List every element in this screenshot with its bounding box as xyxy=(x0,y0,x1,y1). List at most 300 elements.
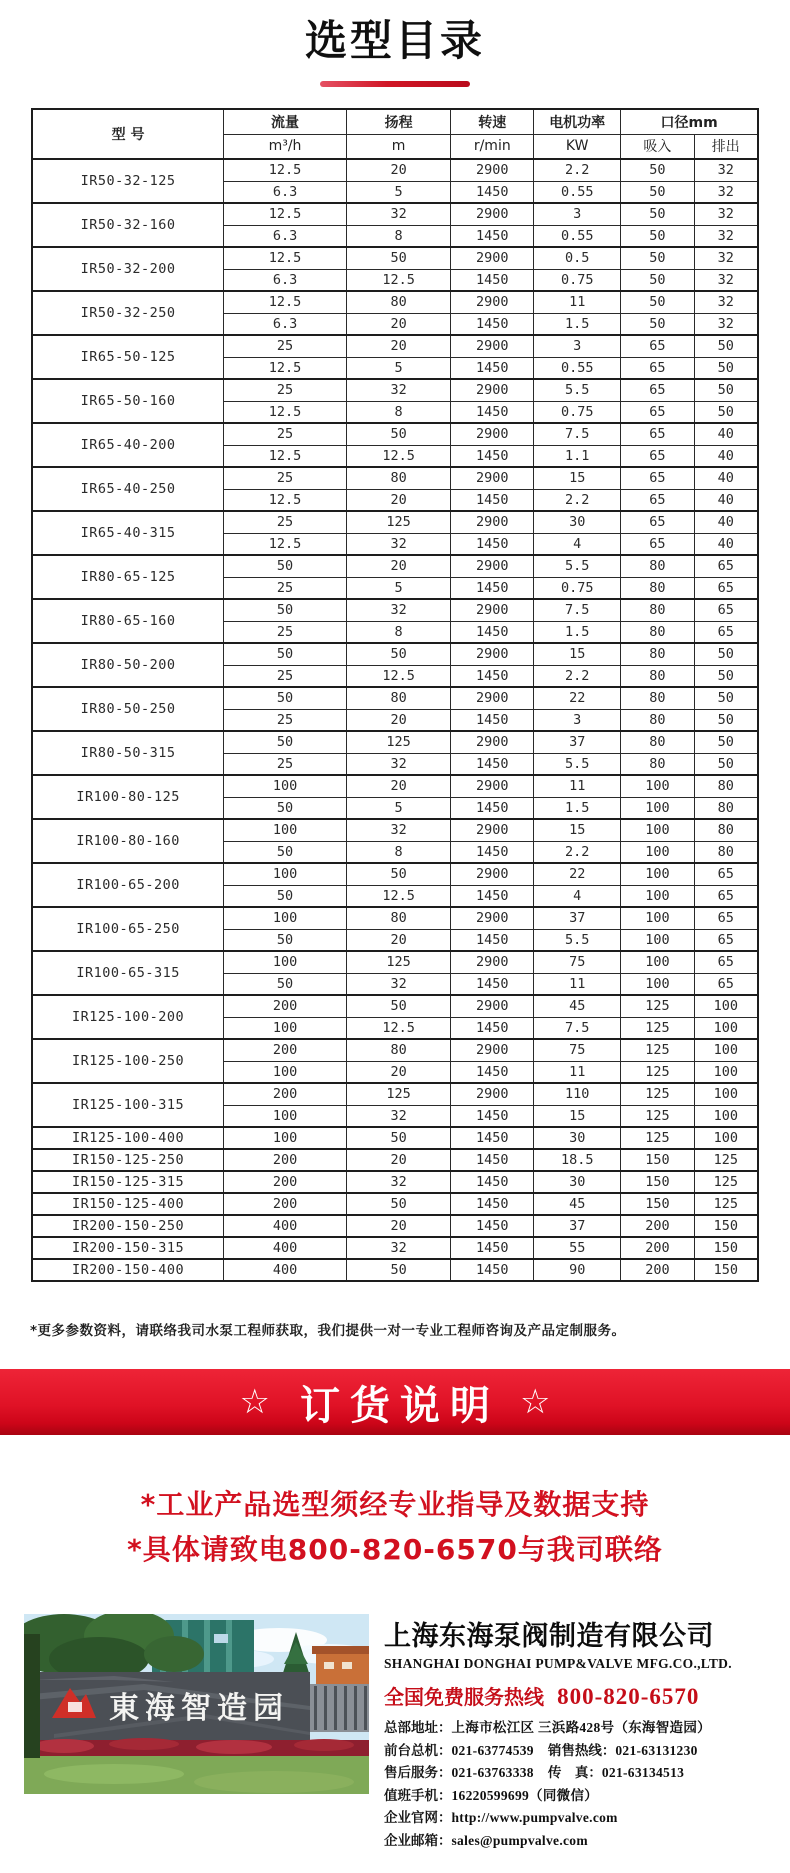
table-row xyxy=(32,467,758,489)
spec-cell: 25 xyxy=(224,753,347,775)
spec-cell: 100 xyxy=(621,929,694,951)
spec-cell: 1450 xyxy=(451,1061,534,1083)
spec-table-header xyxy=(32,109,758,159)
model-cell: IR125-100-250 xyxy=(32,1039,224,1083)
col-header-model: 型 号 xyxy=(32,109,224,159)
spec-cell: 2900 xyxy=(451,1039,534,1061)
spec-cell: 50 xyxy=(224,555,347,577)
detail-label: 企业官网： xyxy=(384,1810,452,1826)
spec-cell: 2900 xyxy=(451,731,534,753)
spec-cell: 8 xyxy=(346,621,451,643)
spec-cell: 100 xyxy=(224,775,347,797)
model-cell: IR100-65-315 xyxy=(32,951,224,995)
spec-cell: 12.5 xyxy=(224,357,347,379)
spec-cell: 65 xyxy=(621,357,694,379)
table-row xyxy=(32,247,758,269)
table-row xyxy=(32,819,758,841)
spec-cell: 3 xyxy=(534,203,621,225)
spec-cell: 400 xyxy=(224,1237,347,1259)
spec-cell: 75 xyxy=(534,951,621,973)
spec-cell: 2900 xyxy=(451,335,534,357)
spec-cell: 50 xyxy=(224,643,347,665)
lawn-patch xyxy=(194,1771,354,1793)
company-detail-row xyxy=(384,1830,772,1853)
spec-cell: 80 xyxy=(621,665,694,687)
spec-cell: 125 xyxy=(621,1105,694,1127)
spec-table-body xyxy=(32,159,758,1281)
company-name-en: SHANGHAI DONGHAI PUMP&VALVE MFG.CO.,LTD. xyxy=(384,1656,732,1671)
company-entrance-photo xyxy=(24,1614,369,1794)
spec-cell: 50 xyxy=(694,687,758,709)
company-detail-row xyxy=(384,1785,772,1808)
spec-cell: 1450 xyxy=(451,181,534,203)
company-name-cn: 上海东海泵阀制造有限公司 xyxy=(384,1621,714,1652)
spec-cell: 40 xyxy=(694,489,758,511)
table-row xyxy=(32,1259,758,1281)
spec-cell: 20 xyxy=(346,489,451,511)
spec-cell: 50 xyxy=(224,885,347,907)
spec-cell: 2900 xyxy=(451,775,534,797)
table-row xyxy=(32,511,758,533)
spec-cell: 50 xyxy=(224,687,347,709)
spec-cell: 50 xyxy=(621,181,694,203)
spec-cell: 50 xyxy=(224,929,347,951)
spec-cell: 1450 xyxy=(451,1193,534,1215)
spec-cell: 45 xyxy=(534,1193,621,1215)
spec-cell: 150 xyxy=(694,1259,758,1281)
spec-cell: 80 xyxy=(621,599,694,621)
company-detail-row xyxy=(384,1717,772,1740)
spec-cell: 150 xyxy=(621,1171,694,1193)
spec-cell: 32 xyxy=(346,819,451,841)
spec-cell: 200 xyxy=(224,1039,347,1061)
gate-bar xyxy=(364,1686,367,1730)
spec-cell: 200 xyxy=(224,995,347,1017)
spec-cell: 1450 xyxy=(451,357,534,379)
spec-cell: 400 xyxy=(224,1259,347,1281)
hotline-number: 800-820-6570 xyxy=(557,1684,700,1709)
table-row xyxy=(32,1193,758,1215)
detail-label: 传 真： xyxy=(547,1765,602,1781)
model-cell: IR80-65-160 xyxy=(32,599,224,643)
spec-cell: 30 xyxy=(534,1171,621,1193)
model-cell: IR80-50-200 xyxy=(32,643,224,687)
company-detail-pair xyxy=(384,1720,711,1736)
table-row xyxy=(32,291,758,313)
col-unit-flow: m³/h xyxy=(224,134,347,159)
flower-clump xyxy=(34,1739,94,1753)
spec-cell: 5.5 xyxy=(534,753,621,775)
spec-cell: 110 xyxy=(534,1083,621,1105)
spec-cell: 125 xyxy=(621,1039,694,1061)
table-row xyxy=(32,379,758,401)
spec-cell: 125 xyxy=(621,1127,694,1149)
spec-cell: 100 xyxy=(621,797,694,819)
spec-cell: 25 xyxy=(224,511,347,533)
spec-cell: 0.75 xyxy=(534,401,621,423)
spec-cell: 50 xyxy=(346,863,451,885)
company-detail-pair xyxy=(384,1810,618,1826)
spec-cell: 15 xyxy=(534,643,621,665)
spec-cell: 11 xyxy=(534,973,621,995)
spec-cell: 50 xyxy=(621,159,694,181)
service-hotline xyxy=(384,1681,772,1710)
spec-cell: 100 xyxy=(621,775,694,797)
spec-cell: 32 xyxy=(346,599,451,621)
spec-cell: 80 xyxy=(621,709,694,731)
spec-cell: 65 xyxy=(621,335,694,357)
spec-cell: 5.5 xyxy=(534,555,621,577)
table-row xyxy=(32,775,758,797)
spec-cell: 50 xyxy=(621,225,694,247)
model-cell: IR200-150-250 xyxy=(32,1215,224,1237)
spec-cell: 80 xyxy=(621,643,694,665)
spec-cell: 1450 xyxy=(451,753,534,775)
gate xyxy=(310,1684,369,1732)
table-row xyxy=(32,731,758,753)
spec-cell: 12.5 xyxy=(224,445,347,467)
table-row xyxy=(32,599,758,621)
table-row xyxy=(32,1039,758,1061)
spec-cell: 25 xyxy=(224,335,347,357)
table-row xyxy=(32,1237,758,1259)
spec-cell: 50 xyxy=(694,665,758,687)
spec-cell: 1450 xyxy=(451,797,534,819)
wall-sign-text: 東海智造园 xyxy=(109,1691,289,1726)
spec-cell: 32 xyxy=(694,203,758,225)
spec-cell: 32 xyxy=(346,1105,451,1127)
order-banner-title: 订货说明 xyxy=(300,1382,500,1429)
spec-cell: 32 xyxy=(694,225,758,247)
spec-cell: 200 xyxy=(621,1259,694,1281)
spec-cell: 80 xyxy=(346,467,451,489)
table-row xyxy=(32,423,758,445)
spec-cell: 80 xyxy=(346,291,451,313)
detail-value: 021-63131230 xyxy=(615,1742,698,1758)
spec-cell: 32 xyxy=(346,379,451,401)
spec-cell: 1450 xyxy=(451,1149,534,1171)
spec-cell: 50 xyxy=(346,1127,451,1149)
company-logo-icon-detail xyxy=(68,1702,82,1712)
spec-cell: 32 xyxy=(694,159,758,181)
spec-cell: 25 xyxy=(224,621,347,643)
spec-cell: 100 xyxy=(224,951,347,973)
spec-cell: 100 xyxy=(621,885,694,907)
spec-cell: 7.5 xyxy=(534,423,621,445)
table-row xyxy=(32,1127,758,1149)
spec-cell: 50 xyxy=(621,291,694,313)
spec-cell: 1450 xyxy=(451,313,534,335)
tree xyxy=(144,1636,204,1672)
spec-cell: 80 xyxy=(694,841,758,863)
spec-cell: 100 xyxy=(224,1017,347,1039)
order-notice-line1: *工业产品选型须经专业指导及数据支持 xyxy=(140,1488,650,1521)
spec-cell: 20 xyxy=(346,335,451,357)
spec-cell: 90 xyxy=(534,1259,621,1281)
spec-cell: 200 xyxy=(224,1193,347,1215)
spec-cell: 65 xyxy=(694,951,758,973)
spec-cell: 1450 xyxy=(451,929,534,951)
spec-cell: 32 xyxy=(694,247,758,269)
spec-cell: 20 xyxy=(346,1149,451,1171)
model-cell: IR80-50-315 xyxy=(32,731,224,775)
lawn-patch xyxy=(44,1764,184,1784)
spec-cell: 18.5 xyxy=(534,1149,621,1171)
detail-label: 总部地址： xyxy=(384,1720,452,1736)
spec-cell: 50 xyxy=(224,599,347,621)
spec-cell: 65 xyxy=(694,555,758,577)
title-divider xyxy=(320,81,470,87)
col-header-flow: 流量 xyxy=(224,109,347,134)
spec-cell: 100 xyxy=(694,1061,758,1083)
spec-cell: 50 xyxy=(346,1193,451,1215)
spec-cell: 100 xyxy=(224,819,347,841)
spec-cell: 2900 xyxy=(451,159,534,181)
spec-cell: 50 xyxy=(694,379,758,401)
model-cell: IR125-100-400 xyxy=(32,1127,224,1149)
spec-cell: 2900 xyxy=(451,467,534,489)
table-row xyxy=(32,1215,758,1237)
spec-cell: 150 xyxy=(694,1237,758,1259)
spec-cell: 15 xyxy=(534,819,621,841)
orange-building-roof xyxy=(312,1646,369,1654)
model-cell: IR65-40-315 xyxy=(32,511,224,555)
spec-cell: 11 xyxy=(534,1061,621,1083)
spec-cell: 80 xyxy=(346,1039,451,1061)
spec-cell: 125 xyxy=(621,1061,694,1083)
spec-cell: 2.2 xyxy=(534,159,621,181)
spec-cell: 50 xyxy=(621,247,694,269)
spec-cell: 25 xyxy=(224,709,347,731)
star-icon: ☆ xyxy=(239,1382,270,1422)
model-cell: IR50-32-125 xyxy=(32,159,224,203)
spec-cell: 65 xyxy=(694,599,758,621)
table-row xyxy=(32,555,758,577)
spec-cell: 100 xyxy=(224,907,347,929)
model-cell: IR80-65-125 xyxy=(32,555,224,599)
spec-cell: 1.5 xyxy=(534,313,621,335)
spec-cell: 5 xyxy=(346,797,451,819)
spec-cell: 125 xyxy=(621,1017,694,1039)
spec-cell: 1450 xyxy=(451,445,534,467)
star-icon: ☆ xyxy=(520,1382,551,1422)
spec-cell: 11 xyxy=(534,291,621,313)
spec-cell: 20 xyxy=(346,159,451,181)
spec-cell: 2900 xyxy=(451,511,534,533)
spec-cell: 2900 xyxy=(451,423,534,445)
company-detail-pair xyxy=(548,1743,698,1759)
spec-cell: 5.5 xyxy=(534,379,621,401)
spec-cell: 22 xyxy=(534,863,621,885)
spec-cell: 2900 xyxy=(451,555,534,577)
spec-cell: 5.5 xyxy=(534,929,621,951)
spec-cell: 0.5 xyxy=(534,247,621,269)
model-cell: IR50-32-160 xyxy=(32,203,224,247)
spec-cell: 1450 xyxy=(451,225,534,247)
spec-cell: 5 xyxy=(346,181,451,203)
orange-building-window xyxy=(342,1662,352,1669)
spec-cell: 6.3 xyxy=(224,181,347,203)
spec-cell: 32 xyxy=(694,181,758,203)
company-detail-row xyxy=(384,1807,772,1830)
spec-cell: 65 xyxy=(694,907,758,929)
col-unit-speed: r/min xyxy=(451,134,534,159)
detail-label: 值班手机： xyxy=(384,1787,452,1804)
spec-cell: 40 xyxy=(694,423,758,445)
spec-cell: 6.3 xyxy=(224,269,347,291)
spec-cell: 12.5 xyxy=(224,401,347,423)
spec-cell: 100 xyxy=(621,841,694,863)
spec-cell: 1450 xyxy=(451,1237,534,1259)
spec-cell: 32 xyxy=(694,291,758,313)
spec-cell: 100 xyxy=(694,1017,758,1039)
spec-cell: 100 xyxy=(694,1039,758,1061)
spec-cell: 40 xyxy=(694,511,758,533)
spec-cell: 50 xyxy=(346,247,451,269)
gate-bar xyxy=(354,1686,357,1730)
spec-cell: 1450 xyxy=(451,1017,534,1039)
spec-cell: 5 xyxy=(346,357,451,379)
spec-cell: 50 xyxy=(224,841,347,863)
detail-label: 售后服务： xyxy=(384,1765,452,1781)
spec-cell: 100 xyxy=(694,995,758,1017)
spec-cell: 2900 xyxy=(451,1083,534,1105)
model-cell: IR150-125-315 xyxy=(32,1171,224,1193)
col-header-power: 电机功率 xyxy=(534,109,621,134)
spec-cell: 1.1 xyxy=(534,445,621,467)
detail-label: 前台总机： xyxy=(384,1742,452,1759)
spec-cell: 1450 xyxy=(451,973,534,995)
table-row xyxy=(32,863,758,885)
spec-cell: 50 xyxy=(694,401,758,423)
spec-cell: 15 xyxy=(534,467,621,489)
spec-cell: 50 xyxy=(621,313,694,335)
spec-cell: 12.5 xyxy=(224,291,347,313)
col-header-head: 扬程 xyxy=(346,109,451,134)
spec-cell: 125 xyxy=(346,1083,451,1105)
spec-cell: 50 xyxy=(621,203,694,225)
spec-cell: 15 xyxy=(534,1105,621,1127)
spec-cell: 1.5 xyxy=(534,621,621,643)
spec-cell: 100 xyxy=(621,951,694,973)
gate-bar xyxy=(344,1686,347,1730)
spec-cell: 0.55 xyxy=(534,181,621,203)
spec-cell: 65 xyxy=(694,929,758,951)
spec-cell: 100 xyxy=(694,1083,758,1105)
spec-cell: 20 xyxy=(346,555,451,577)
spec-cell: 125 xyxy=(694,1171,758,1193)
spec-cell: 12.5 xyxy=(224,489,347,511)
spec-cell: 12.5 xyxy=(224,533,347,555)
company-detail-pair xyxy=(384,1743,534,1759)
spec-cell: 12.5 xyxy=(224,159,347,181)
spec-cell: 50 xyxy=(694,709,758,731)
spec-cell: 80 xyxy=(621,731,694,753)
spec-cell: 25 xyxy=(224,379,347,401)
model-cell: IR200-150-400 xyxy=(32,1259,224,1281)
spec-cell: 2.2 xyxy=(534,489,621,511)
spec-cell: 0.55 xyxy=(534,357,621,379)
spec-cell: 50 xyxy=(224,797,347,819)
table-row xyxy=(32,159,758,181)
spec-cell: 1450 xyxy=(451,1171,534,1193)
spec-cell: 100 xyxy=(224,1061,347,1083)
spec-cell: 100 xyxy=(621,907,694,929)
spec-cell: 20 xyxy=(346,1215,451,1237)
spec-cell: 2900 xyxy=(451,687,534,709)
spec-cell: 125 xyxy=(346,731,451,753)
spec-cell: 1450 xyxy=(451,489,534,511)
spec-cell: 80 xyxy=(621,753,694,775)
spec-cell: 32 xyxy=(346,203,451,225)
spec-cell: 20 xyxy=(346,929,451,951)
spec-cell: 3 xyxy=(534,335,621,357)
spec-cell: 65 xyxy=(694,973,758,995)
spec-cell: 12.5 xyxy=(346,1017,451,1039)
spec-cell: 1.5 xyxy=(534,797,621,819)
model-cell: IR100-80-125 xyxy=(32,775,224,819)
model-cell: IR150-125-250 xyxy=(32,1149,224,1171)
spec-cell: 150 xyxy=(621,1149,694,1171)
spec-cell: 65 xyxy=(621,423,694,445)
spec-cell: 80 xyxy=(694,819,758,841)
table-row xyxy=(32,1149,758,1171)
spec-cell: 1450 xyxy=(451,1127,534,1149)
spec-cell: 200 xyxy=(224,1149,347,1171)
col-header-diameter: 口径mm xyxy=(621,109,758,134)
spec-cell: 8 xyxy=(346,225,451,247)
spec-cell: 37 xyxy=(534,907,621,929)
col-header-suction: 吸入 xyxy=(621,134,694,159)
detail-label: 企业邮箱： xyxy=(384,1832,452,1849)
company-detail-pair xyxy=(384,1765,534,1781)
spec-cell: 1450 xyxy=(451,665,534,687)
spec-cell: 37 xyxy=(534,731,621,753)
model-cell: IR125-100-200 xyxy=(32,995,224,1039)
spec-cell: 50 xyxy=(346,423,451,445)
table-row xyxy=(32,1083,758,1105)
spec-cell: 32 xyxy=(346,1237,451,1259)
spec-cell: 3 xyxy=(534,709,621,731)
spec-cell: 80 xyxy=(621,621,694,643)
spec-cell: 50 xyxy=(346,643,451,665)
spec-cell: 8 xyxy=(346,841,451,863)
spec-cell: 75 xyxy=(534,1039,621,1061)
spec-cell: 25 xyxy=(224,467,347,489)
table-row xyxy=(32,203,758,225)
spec-cell: 12.5 xyxy=(346,885,451,907)
detail-value: 021-63774539 xyxy=(451,1742,534,1758)
spec-cell: 32 xyxy=(346,1171,451,1193)
model-cell: IR65-40-250 xyxy=(32,467,224,511)
spec-cell: 32 xyxy=(346,973,451,995)
spec-cell: 65 xyxy=(621,467,694,489)
col-header-discharge: 排出 xyxy=(694,134,758,159)
company-detail-row xyxy=(384,1740,772,1763)
spec-cell: 65 xyxy=(621,489,694,511)
spec-cell: 80 xyxy=(694,775,758,797)
spec-cell: 125 xyxy=(621,1083,694,1105)
col-unit-power: KW xyxy=(534,134,621,159)
spec-cell: 2900 xyxy=(451,247,534,269)
detail-value: sales@pumpvalve.com xyxy=(451,1832,588,1848)
gate-bar xyxy=(324,1686,327,1730)
spec-cell: 50 xyxy=(224,973,347,995)
company-detail-pair xyxy=(384,1833,588,1849)
detail-value: 021-63763338 xyxy=(451,1765,534,1780)
spec-cell: 7.5 xyxy=(534,599,621,621)
spec-cell: 125 xyxy=(694,1193,758,1215)
